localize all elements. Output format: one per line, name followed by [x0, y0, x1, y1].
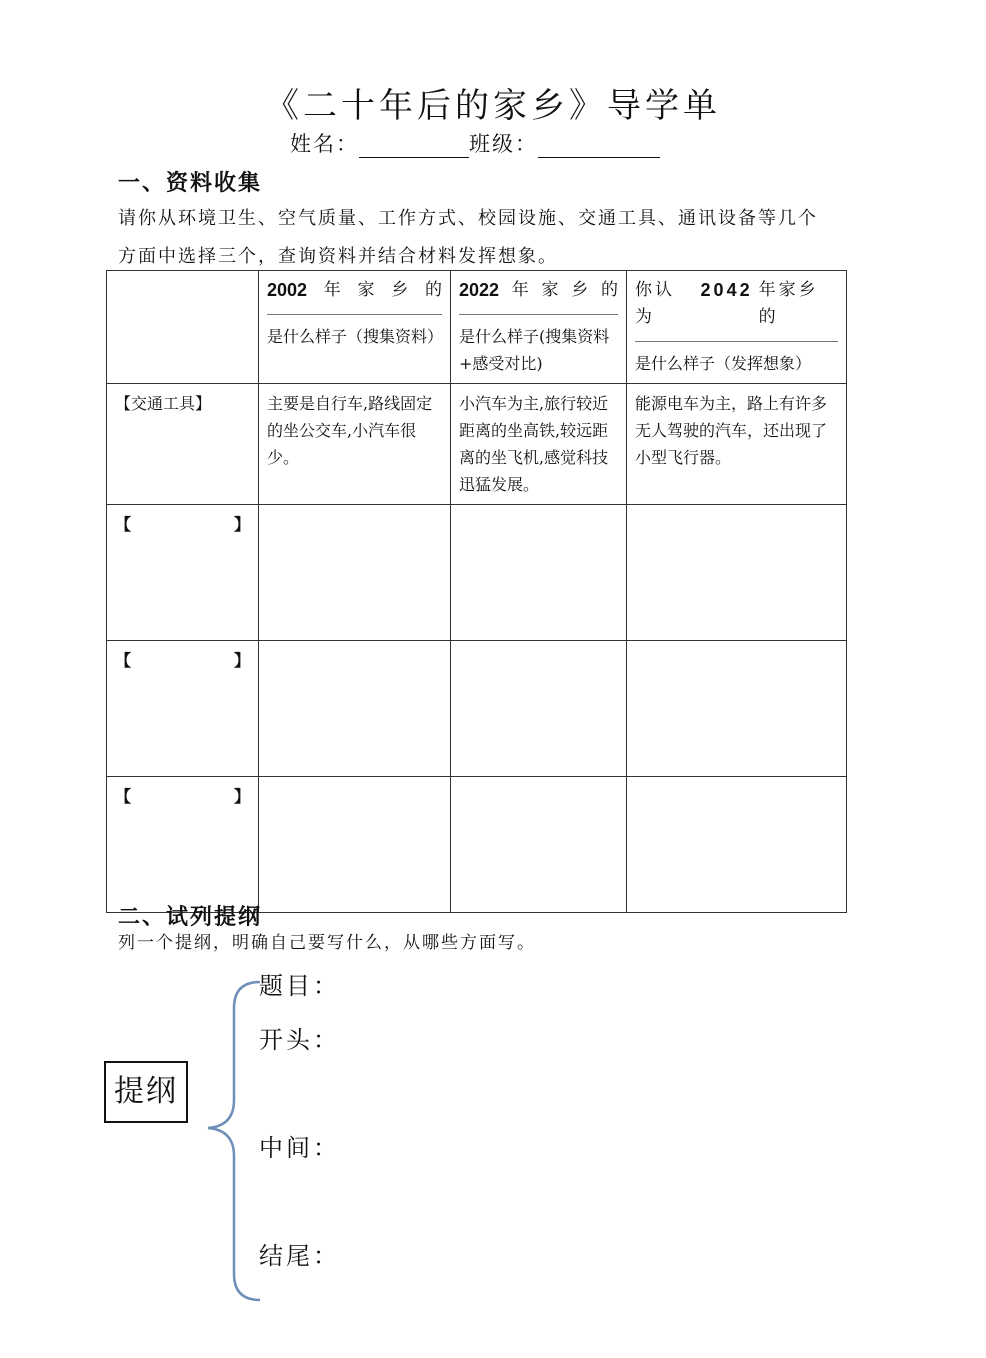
outline-item-middle: 中间：	[259, 1134, 340, 1162]
header-fill-line[interactable]	[635, 341, 838, 342]
outline-item-ending: 结尾：	[259, 1242, 340, 1270]
page-title: 《二十年后的家乡》导学单	[265, 86, 721, 126]
header-fill-line[interactable]	[267, 314, 442, 315]
research-table	[106, 270, 847, 913]
blank-cell[interactable]	[627, 641, 847, 777]
blank-cell[interactable]	[259, 505, 451, 641]
row-label-blank[interactable]: 【 】	[107, 777, 259, 913]
row-label-blank[interactable]: 【 】	[107, 505, 259, 641]
blank-cell[interactable]	[451, 777, 627, 913]
header-corner-cell	[107, 271, 259, 384]
blank-cell[interactable]	[259, 641, 451, 777]
blank-cell[interactable]	[451, 505, 627, 641]
table-row-blank	[107, 777, 847, 913]
blank-cell[interactable]	[627, 505, 847, 641]
table-row-transport	[107, 384, 847, 505]
name-label: 姓名：	[290, 132, 359, 156]
table-row-blank	[107, 641, 847, 777]
outline-box-label: 提纲	[104, 1061, 188, 1123]
table-row-blank	[107, 505, 847, 641]
header-2002: 2002 年 家 乡 的 是什么样子（搜集资料）	[259, 271, 451, 384]
section1-instruction-line1: 请你从环境卫生、空气质量、工作方式、校园设施、交通工具、通讯设备等几个	[118, 208, 818, 229]
outline-item-opening: 开头：	[259, 1026, 340, 1054]
header-2022: 2022 年 家 乡 的 是什么样子(搜集资料+感受对比)	[451, 271, 627, 384]
header-fill-line[interactable]	[459, 314, 618, 315]
section1-heading: 一、资料收集	[118, 170, 263, 196]
blank-cell[interactable]	[627, 777, 847, 913]
row-label-blank[interactable]: 【 】	[107, 641, 259, 777]
class-field[interactable]	[538, 135, 660, 158]
cell-transport-2022: 小汽车为主,旅行较近距离的坐高铁,较远距离的坐飞机,感觉科技迅猛发展。	[451, 384, 627, 505]
outline-item-title: 题目：	[259, 972, 340, 1000]
row-label-transport: 【交通工具】	[107, 384, 259, 505]
class-label: 班级：	[469, 132, 538, 156]
cell-transport-2042: 能源电车为主，路上有许多无人驾驶的汽车，还出现了小型飞行器。	[627, 384, 847, 505]
section2-heading: 二、试列提纲	[118, 904, 263, 930]
header-2042: 你认为 2042 年家乡的 是什么样子（发挥想象）	[627, 271, 847, 384]
cell-transport-2002: 主要是自行车,路线固定的坐公交车,小汽车很少。	[259, 384, 451, 505]
table-header-row	[107, 271, 847, 384]
blank-cell[interactable]	[451, 641, 627, 777]
name-field[interactable]	[359, 135, 469, 158]
name-class-line	[290, 128, 660, 158]
section1-instruction-line2: 方面中选择三个，查询资料并结合材料发挥想象。	[118, 246, 558, 267]
section2-instruction: 列一个提纲，明确自己要写什么，从哪些方面写。	[118, 933, 536, 953]
blank-cell[interactable]	[259, 777, 451, 913]
